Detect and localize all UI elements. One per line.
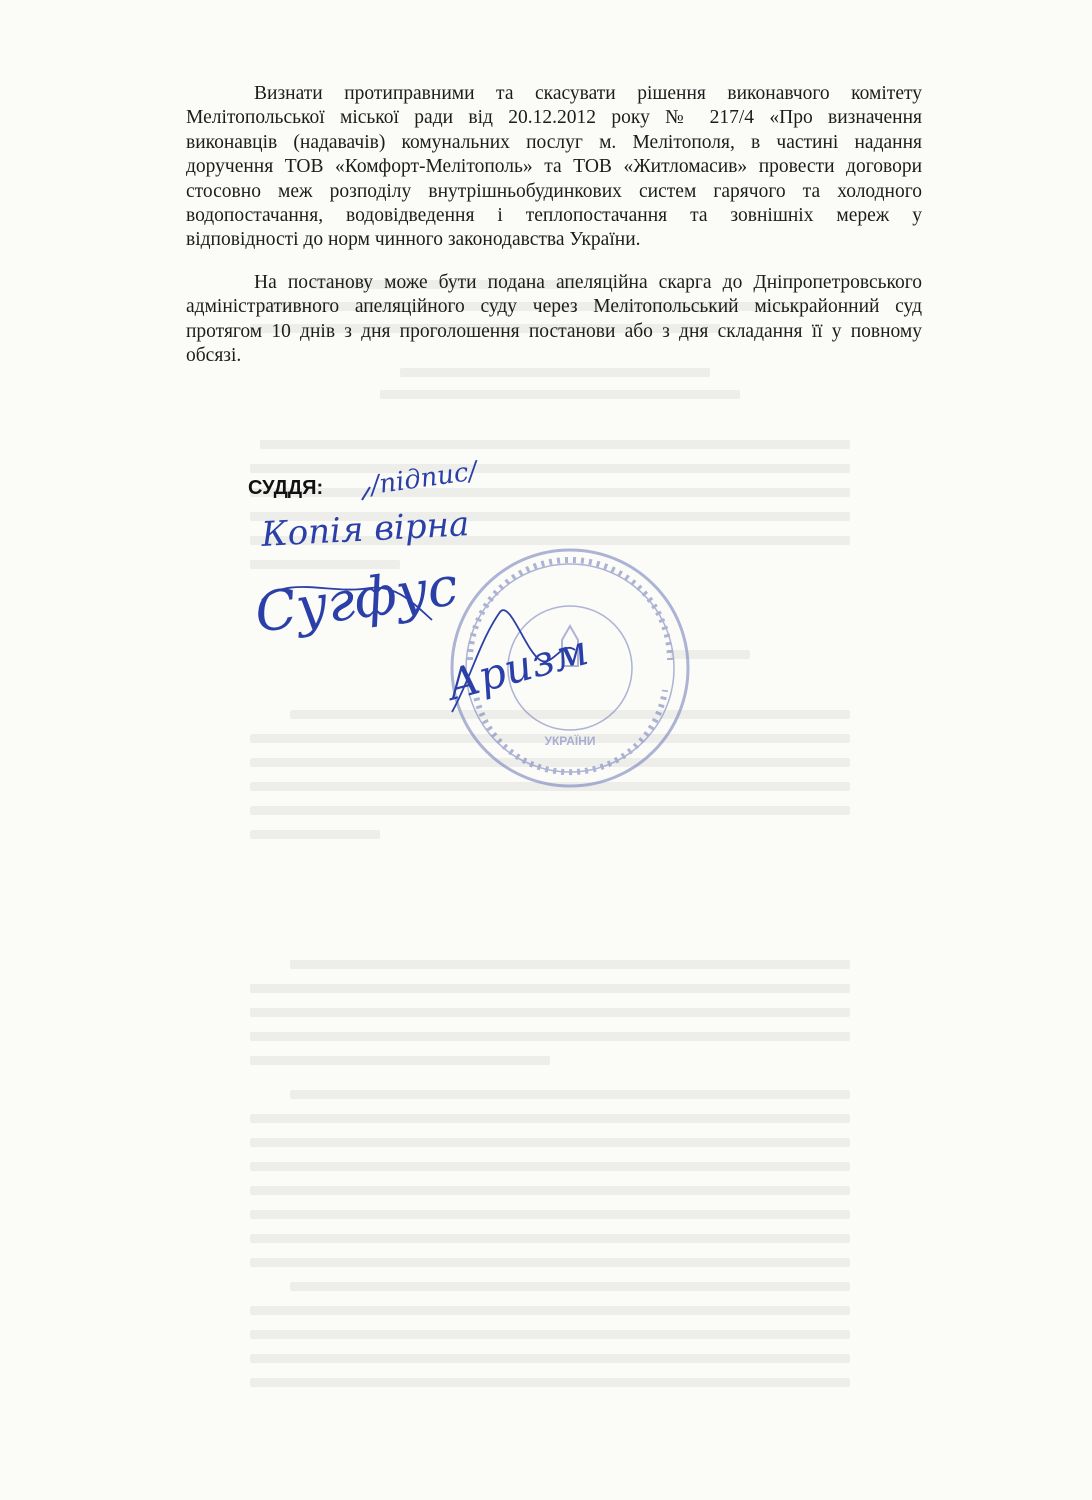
signature-1 xyxy=(251,554,462,645)
stamp-text: УКРАЇНИ xyxy=(544,734,596,748)
paragraph-line: адміністративного апеляційного суду через Мелітопольський міськрайонний суд xyxy=(186,296,922,318)
handwritten-note-1: /підпис/ xyxy=(368,456,480,501)
paragraph-line: водопостачання, водовідведення і теплопостачання та зовнішніх мереж у xyxy=(186,205,922,227)
paragraph-line: відповідності до норм чинного законодавства України. xyxy=(186,229,641,251)
paragraph-line: протягом 10 днів з дня проголошення постанови або з дня складання її у повному xyxy=(186,320,922,342)
paragraph-line: стосовно меж розподілу внутрішньобудинкових систем гарячого та холодного xyxy=(186,180,922,202)
paragraph-line: виконавців (надавачів) комунальних послуг м. Мелітополя, в частині надання xyxy=(186,131,922,153)
signature-1-text: Сугфус xyxy=(251,554,462,645)
handwritten-note-2: Копія вірна xyxy=(260,504,471,555)
judge-label: СУДДЯ: xyxy=(248,477,324,499)
handwritten-signed-note xyxy=(362,456,481,501)
paragraph-line: доручення ТОВ «Комфорт-Мелітополь» та ТОВ «Житломасив» провести договори xyxy=(186,156,922,178)
paragraph-line: На постанову може бути подана апеляційна скарга до Дніпропетровського xyxy=(254,272,922,293)
paragraph-line: Визнати протиправними та скасувати рішення виконавчого комітету xyxy=(254,83,922,104)
signature-2-text: Аризм xyxy=(441,625,594,710)
paragraph-line: Мелітопольської міської ради від 20.12.2012 року № 217/4 «Про визначення xyxy=(186,107,922,129)
paragraph-line: обсязі. xyxy=(186,345,242,367)
